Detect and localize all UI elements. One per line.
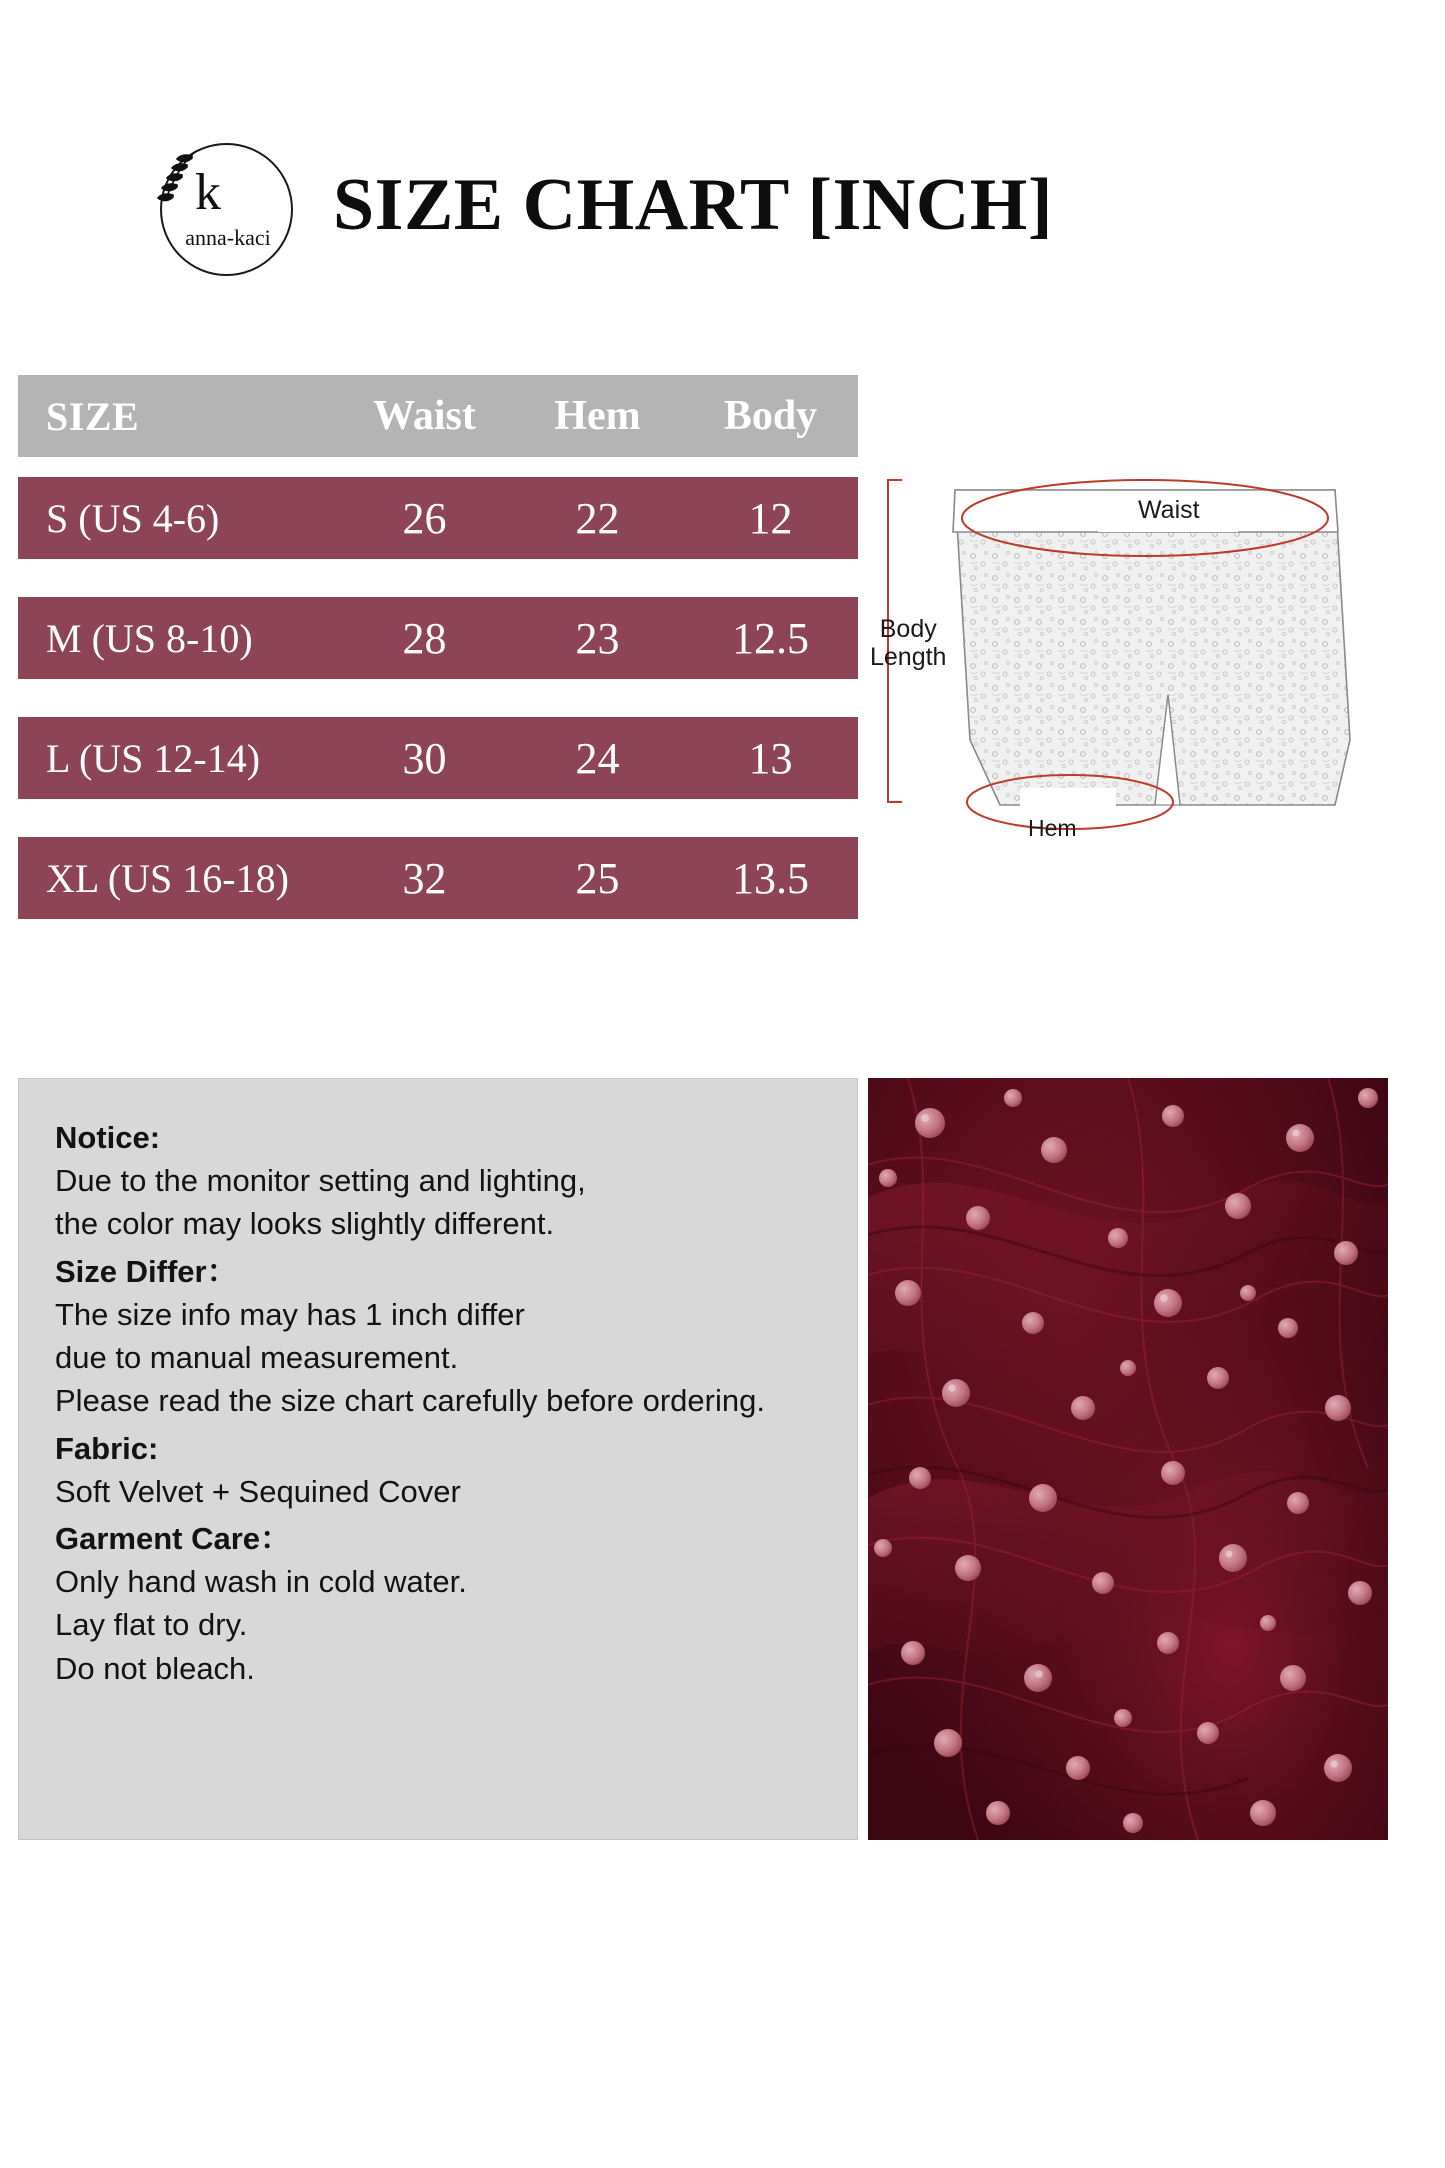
logo-wordmark: anna-kaci: [185, 225, 271, 250]
brand-logo: [135, 125, 305, 285]
notice-line: The size info may has 1 inch differ: [55, 1296, 525, 1332]
notice-line: Size Differ：: [55, 1253, 238, 1289]
table-header-row: [18, 375, 858, 457]
notice-line: Garment Care：: [55, 1520, 292, 1556]
notice-line: the color may looks slightly different.: [55, 1206, 555, 1242]
cell-body: 12.5: [732, 613, 809, 663]
notice-line: Only hand wash in cold water.: [55, 1564, 467, 1600]
waist-label: Waist: [1138, 496, 1200, 524]
cell-waist: 32: [402, 853, 447, 903]
hem-label: Hem: [1028, 815, 1077, 841]
column-header-waist: Waist: [373, 393, 476, 439]
cell-hem: 23: [575, 613, 620, 663]
table-row: [18, 837, 858, 919]
column-header-body: Body: [723, 393, 818, 439]
notice-line: due to manual measurement.: [55, 1340, 459, 1376]
cell-size: S (US 4-6): [46, 495, 220, 541]
body-length-label: [870, 615, 946, 671]
logo-monogram: k: [195, 164, 219, 221]
shorts-body: [955, 490, 1350, 805]
notice-line: Due to the monitor setting and lighting,: [55, 1163, 586, 1199]
notice-line: Lay flat to dry.: [55, 1607, 248, 1643]
cell-size: M (US 8-10): [46, 615, 253, 661]
table-row: [18, 597, 858, 679]
cell-hem: 22: [575, 493, 620, 543]
cell-body: 13: [748, 733, 793, 783]
cell-size: XL (US 16-18): [46, 855, 289, 901]
notice-line: Notice:: [55, 1120, 161, 1155]
velvet-sequin-texture: [868, 1078, 1388, 1840]
cell-body: 12: [748, 493, 793, 543]
table-row: [18, 717, 858, 799]
fabric-swatch: [868, 1078, 1388, 1840]
body-length-line1: Body: [879, 615, 937, 643]
cell-waist: 30: [402, 733, 447, 783]
garment-diagram: [870, 440, 1420, 860]
column-header-hem: Hem: [554, 393, 641, 439]
table-row: [18, 477, 858, 559]
notice-line: Fabric:: [55, 1430, 159, 1466]
page-title: SIZE CHART [INCH]: [333, 163, 1053, 246]
body-length-line2: Length: [870, 643, 947, 671]
cell-size: L (US 12-14): [46, 735, 261, 781]
cell-body: 13.5: [732, 853, 809, 903]
column-header-size: SIZE: [46, 393, 140, 439]
notice-box: [18, 1078, 858, 1840]
cell-hem: 25: [575, 853, 620, 903]
size-table: [18, 375, 858, 957]
hem-label-plate: [1020, 788, 1116, 818]
cell-hem: 24: [575, 733, 620, 783]
notice-line: Soft Velvet + Sequined Cover: [55, 1473, 461, 1509]
notice-line: Do not bleach.: [55, 1650, 255, 1686]
cell-waist: 28: [402, 613, 447, 663]
cell-waist: 26: [402, 493, 447, 543]
page-header: [0, 120, 1445, 290]
notice-line: Please read the size chart carefully before ordering.: [55, 1383, 765, 1419]
